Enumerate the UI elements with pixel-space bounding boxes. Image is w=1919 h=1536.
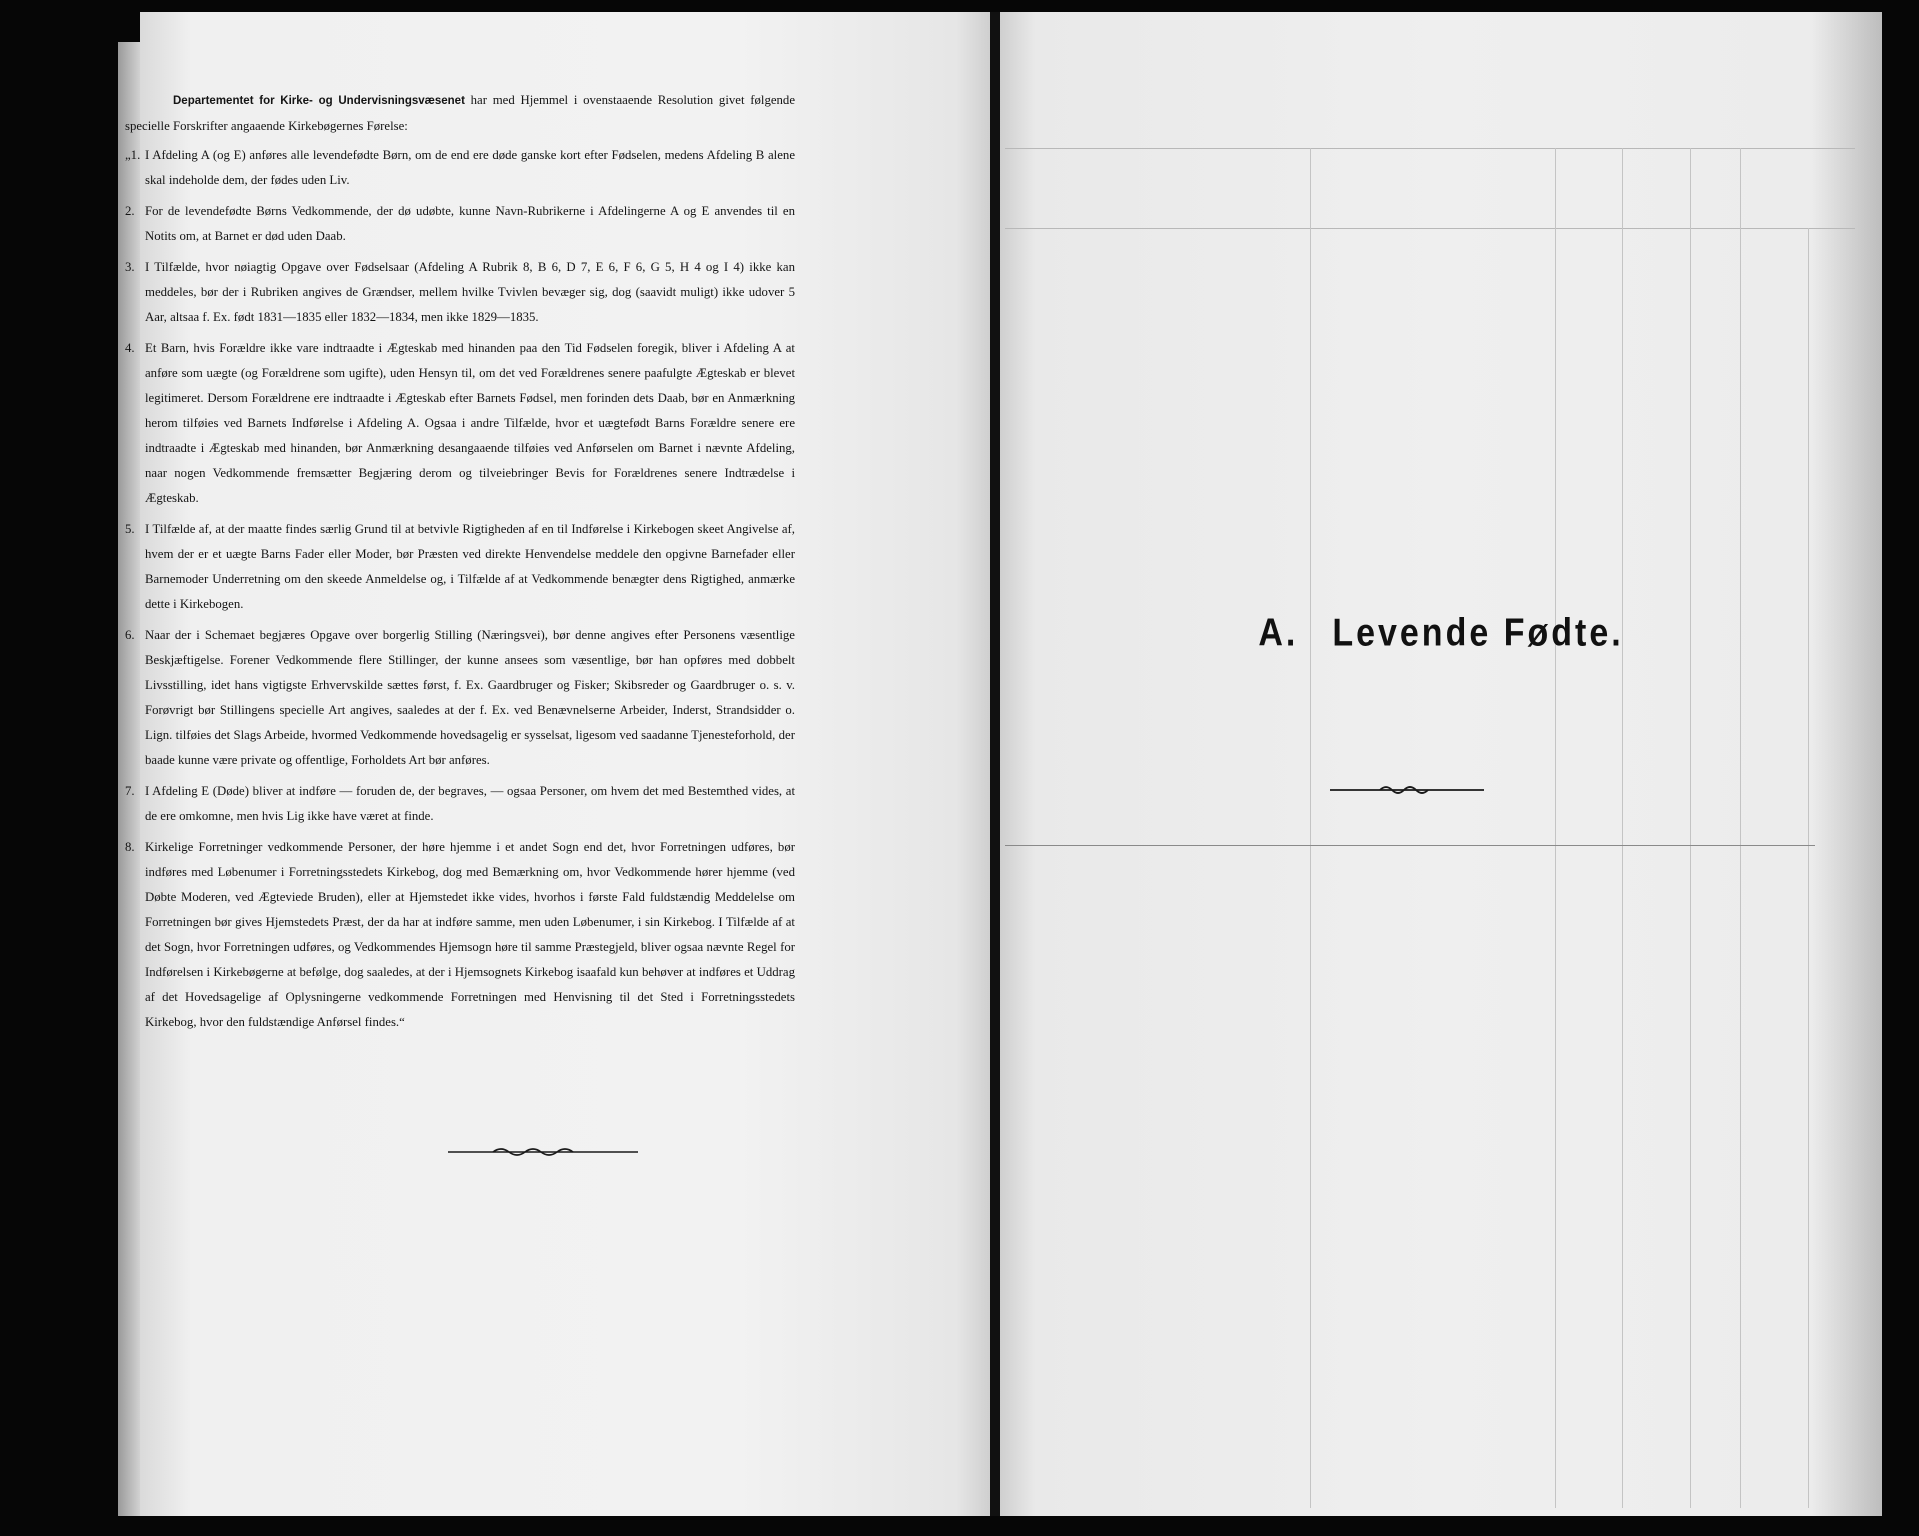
regulation-text: Kirkelige Forretninger vedkommende Personer, der høre hjemme i et andet Sogn end det, hvor Forretningen udføres, bør indføres med Løbenumer i Forretningsstedets Kirkebog, dog med Bemærkning om, hvor Vedkommende hører hjemme (ved Døbte Moderen, ved Ægteviede Bruden), eller at Hjemstedet ikke vides, hvorhos i første Fald fuldstændig Meddelelse om Forretningen bør gives Hjemstedets Præst, der da har at indføre samme, men uden Løbenumer, i sin Kirkebog. I Tilfælde af at det Sogn, hvor Forretningen udføres, og Vedkommendes Hjemsogn høre til samme Præstegjeld, bliver ogsaa nævnte Regel for Indførelsen i Kirkebøgerne at befølge, dog saaledes, at der i Hjemsognets Kirkebog isaafald kun behøver at indføres et Uddrag af det Hovedsagelige af Oplysningerne vedkommende Forretningen med Henvisning til det Sted i Forretningsstedets Kirkebog, hvor den fuldstændige Anførsel findes.“: [145, 840, 795, 1029]
regulation-text: For de levendefødte Børns Vedkommende, der dø udøbte, kunne Navn-Rubrikerne i Afdelingerne A og E anvendes til en Notits om, at Barnet er død uden Daab.: [145, 204, 795, 243]
section-title: [1000, 611, 1882, 656]
decorative-flourish-icon: [448, 1144, 638, 1160]
regulation-item: [125, 199, 795, 249]
regulation-text: I Afdeling A (og E) anføres alle levendefødte Børn, om de end ere døde ganske kort efter Fødselen, medens Afdeling B alene skal indeholde dem, der fødes uden Liv.: [145, 148, 795, 187]
regulation-text: I Tilfælde, hvor nøiagtig Opgave over Fødselsaar (Afdeling A Rubrik 8, B 6, D 7, E 6, F 6, G 5, H 4 og I 4) ikke kan meddeles, bør der i Rubriken angives de Grændser, mellem hvilke Tvivlen bevæger sig, dog (saavidt muligt) ikke udover 5 Aar, altsaa f. Ex. født 1831—1835 eller 1832—1834, men ikke 1829—1835.: [145, 260, 795, 324]
regulation-number: 8.: [125, 840, 135, 854]
table-column-line: [1740, 148, 1741, 1508]
regulation-item: [125, 143, 795, 193]
regulation-item: [125, 517, 795, 617]
book-gutter: [990, 12, 1000, 1516]
table-header-bottom-rule: [1005, 228, 1855, 229]
regulation-item: [125, 255, 795, 330]
regulation-number: 2.: [125, 204, 135, 218]
regulation-text: I Tilfælde af, at der maatte findes særlig Grund til at betvivle Rigtigheden af en til Indførelse i Kirkebogen skeet Angivelse af, hvem der er et uægte Barns Fader eller Moder, bør Præsten ved direkte Henvendelse meddele den opgivne Barnefader eller Barnemoder Underretning om den skeede Anmeldelse og, i Tilfælde af at Vedkommende benægter dens Rigtighed, anmærke dette i Kirkebogen.: [145, 522, 795, 611]
regulation-item: [125, 779, 795, 829]
section-name: Levende Fødte.: [1332, 611, 1624, 655]
regulation-number: 4.: [125, 341, 135, 355]
regulation-number: „1.: [125, 148, 141, 162]
regulation-number: 6.: [125, 628, 135, 642]
right-page: [1000, 12, 1882, 1516]
intro-lead: Departementet for Kirke- og Undervisningsvæsenet: [173, 95, 465, 107]
regulation-item: [125, 623, 795, 773]
intro-rest: har med Hjemmel i ovenstaaende Resolution givet følgende specielle Forskrifter angaaende Kirkebøgernes Førelse:: [125, 93, 796, 133]
regulation-item: [125, 336, 795, 511]
table-column-line: [1690, 148, 1691, 1508]
table-column-line: [1622, 148, 1623, 1508]
table-column-line: [1555, 148, 1556, 1508]
regulation-number: 3.: [125, 260, 135, 274]
section-letter: A.: [1258, 611, 1299, 655]
table-header-top-rule: [1005, 148, 1855, 149]
regulation-text: Naar der i Schemaet begjæres Opgave over borgerlig Stilling (Næringsvei), bør denne angives efter Personens væsentlige Beskjæftigelse. Forener Vedkommende flere Stillinger, der kunne ansees som væsentlige, bør han opføres med dobbelt Livsstilling, idet hans vigtigste Erhvervskilde sættes først, f. Ex. Gaardbruger og Fisker; Skibsreder og Gaardbruger o. s. v. Forøvrigt bør Stillingens specielle Art angives, saaledes at der f. Ex. ved Benævnelserne Arbeider, Inderst, Strandsidder o. Lign. tilføies det Slags Arbeide, hvormed Vedkommende hovedsagelig er sysselsat, ligesom ved saadanne Tjenesteforhold, der baade kunne være private og offentlige, Forholdets Art bør anføres.: [145, 628, 795, 767]
regulation-item: [125, 835, 795, 1035]
regulation-number: 7.: [125, 784, 135, 798]
decorative-flourish-icon: [1330, 782, 1484, 798]
regulation-number: 5.: [125, 522, 135, 536]
table-column-line: [1310, 148, 1311, 1508]
table-column-line: [1808, 228, 1809, 1508]
regulations-text: [125, 88, 795, 1041]
table-rule: [1005, 845, 1815, 846]
regulation-text: Et Barn, hvis Forældre ikke vare indtraadte i Ægteskab med hinanden paa den Tid Fødselen foregik, bliver i Afdeling A at anføre som uægte (og Forældrene som ugifte), uden Hensyn til, om det ved Forældrenes senere paafulgte Ægteskab er blevet legitimeret. Dersom Forældrene ere indtraadte i Ægteskab efter Barnets Fødsel, men forinden dets Daab, bør en Anmærkning herom tilføies ved Barnets Indførelse i Afdeling A. Ogsaa i andre Tilfælde, hvor et uægtefødt Barns Forældre senere ere indtraadte i Ægteskab med hinanden, bør Anmærkning desangaaende tilføies ved Anførselen om Barnet i nævnte Afdeling, naar nogen Vedkommende fremsætter Begjæring derom og tilveiebringer Bevis for Forældrenes senere Indtrædelse i Ægteskab.: [145, 341, 795, 505]
regulations-intro: [125, 88, 795, 139]
regulation-text: I Afdeling E (Døde) bliver at indføre — foruden de, der begraves, — ogsaa Personer, om hvem det med Bestemthed vides, at de ere omkomne, men hvis Lig ikke have været at finde.: [145, 784, 795, 823]
